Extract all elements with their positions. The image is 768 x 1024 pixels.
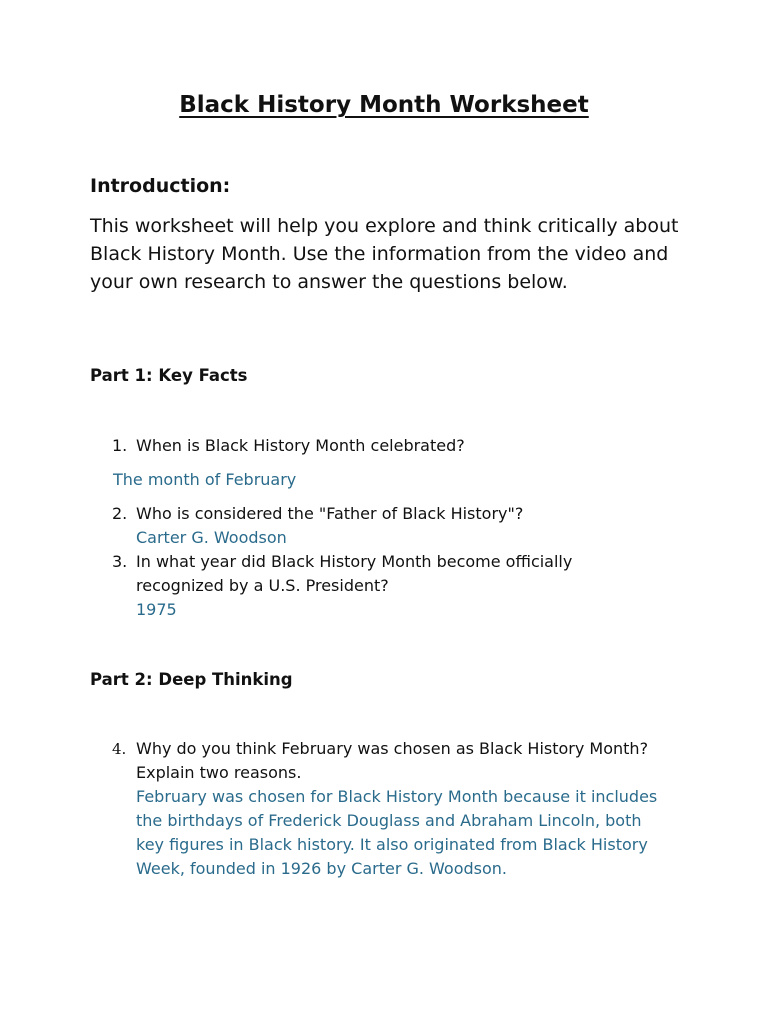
- part1-heading: Part 1: Key Facts: [90, 366, 248, 385]
- question-number: 3.: [112, 552, 128, 571]
- question-text: When is Black History Month celebrated?: [136, 436, 465, 455]
- question-2: [112, 502, 672, 547]
- page-title: Black History Month Worksheet: [179, 92, 589, 118]
- question-block: [136, 502, 656, 550]
- question-number: 1.: [112, 436, 128, 455]
- introduction-body: This worksheet will help you explore and think critically about Black History Month. Use the information from the video and your own research to answer the questions below.: [90, 215, 679, 293]
- introduction-heading: Introduction:: [90, 175, 231, 197]
- question-block: [136, 737, 661, 881]
- question-text: Why do you think February was chosen as Black History Month? Explain two reasons.: [136, 739, 649, 782]
- answer-1: The month of February: [113, 470, 297, 489]
- answer-3: 1975: [136, 600, 177, 619]
- question-number: 2.: [112, 504, 128, 523]
- question-block: [136, 550, 636, 622]
- answer-2: Carter G. Woodson: [136, 528, 287, 547]
- question-4: [112, 737, 672, 878]
- question-number: 4.: [112, 740, 127, 758]
- part2-heading: Part 2: Deep Thinking: [90, 670, 293, 689]
- question-3: [112, 550, 672, 619]
- question-text: Who is considered the "Father of Black History"?: [136, 504, 524, 523]
- answer-4: February was chosen for Black History Month because it includes the birthdays of Frederick Douglass and Abraham Lincoln, both key figures in Black history. It also originated from Black History Week, founded in 1926 by Carter G. Woodson.: [136, 787, 658, 878]
- question-1: [112, 434, 672, 458]
- question-text: In what year did Black History Month become officially recognized by a U.S. President?: [136, 552, 573, 595]
